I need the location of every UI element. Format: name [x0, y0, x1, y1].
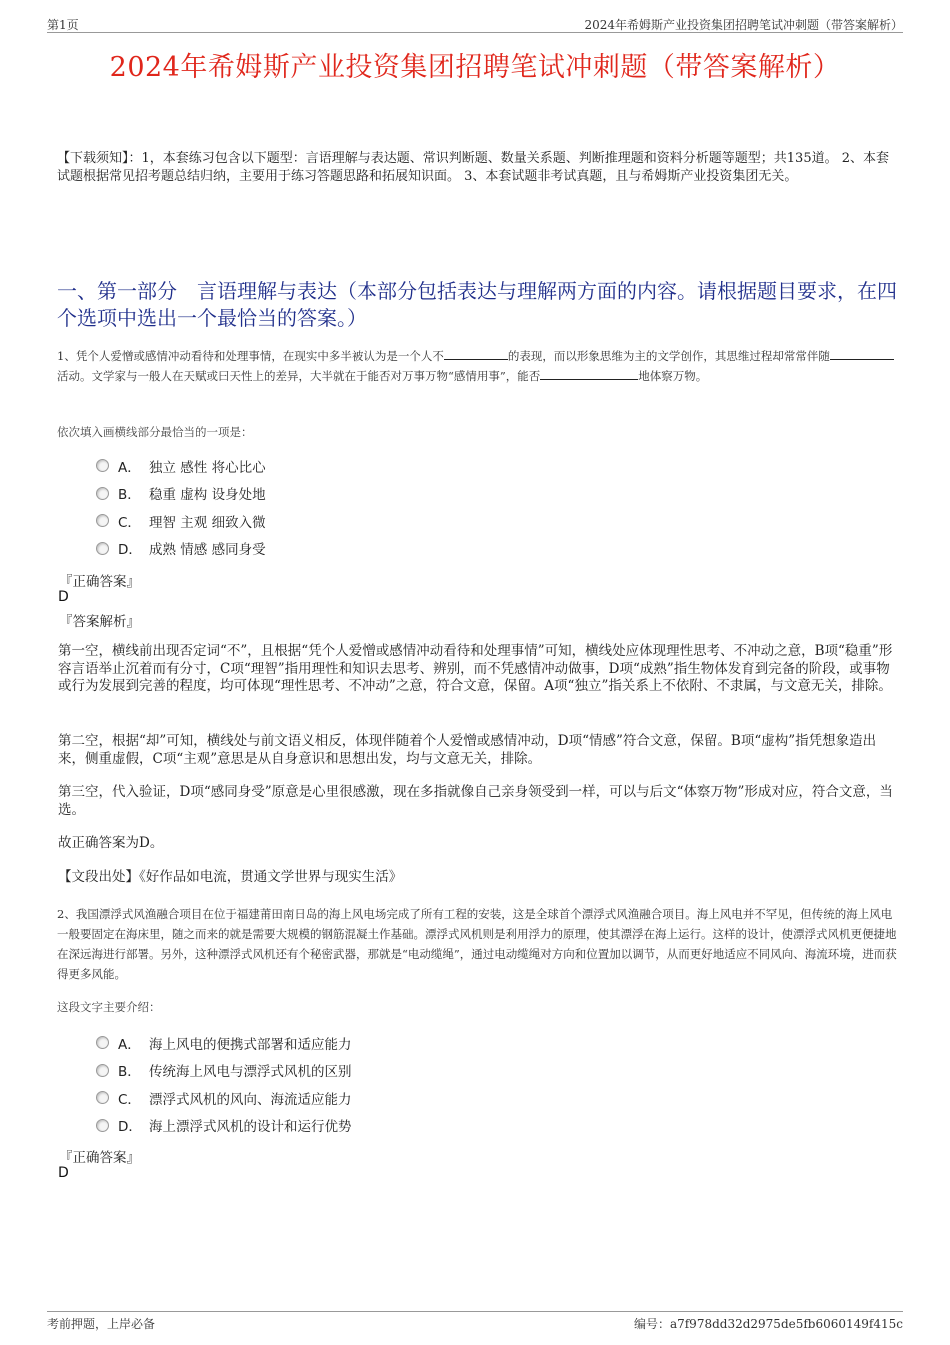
- analysis-conclusion: 故正确答案为D。: [58, 835, 164, 851]
- radio-icon[interactable]: [96, 459, 109, 472]
- question-2-text: 2、我国漂浮式风渔融合项目在位于福建莆田南日岛的海上风电场完成了所有工程的安装，这是全球首个漂浮式风渔融合项目。海上风电并不罕见，但传统的海上风电一般要固定在海床里，随之而来的就是需要大规模的钢筋混凝土作基础。漂浮式风机则是利用浮力的原理，使其漂浮在海上运行。这样的设计，使漂浮式风机更便捷地在深远海进行部署。另外，这种漂浮式风机还有个秘密武器，那就是“电动缆绳”，通过电动缆绳对方向和位置加以调节，从而更好地适应不同风向、海流环境，进而获得更多风能。: [57, 907, 897, 981]
- option-a[interactable]: A． 独立 感性 将心比心: [96, 452, 266, 480]
- option-a[interactable]: A． 海上风电的便携式部署和适应能力: [96, 1029, 352, 1057]
- page-header: [47, 16, 903, 33]
- option-d[interactable]: D． 成熟 情感 感同身受: [96, 535, 266, 563]
- option-c[interactable]: C． 漂浮式风机的风向、海流适应能力: [96, 1084, 352, 1112]
- section-title: 一、第一部分 言语理解与表达（本部分包括表达与理解两方面的内容。请根据题目要求，在四个选项中选出一个最恰当的答案。）: [57, 279, 897, 330]
- answer-value: D: [58, 1165, 69, 1181]
- radio-icon[interactable]: [96, 1091, 109, 1104]
- answer-label: 『正确答案』: [59, 574, 140, 590]
- question-1-text: 1、凭个人爱憎或感情冲动看待和处理事情，在现实中多半被认为是一个人不 的表现，而以形象思维为主的文学创作，其思维过程却常常伴随活动。文学家与一般人在天赋或曰天性上的差异，大半就在于能否对万事万物“感情用事”，能否 地体察万物。: [57, 346, 897, 386]
- radio-icon[interactable]: [96, 1064, 109, 1077]
- question-1-prompt: 依次填入画横线部分最恰当的一项是：: [57, 425, 253, 439]
- header-doc-title: 2024年希姆斯产业投资集团招聘笔试冲刺题（带答案解析）: [584, 18, 903, 32]
- option-b[interactable]: B． 稳重 虚构 设身处地: [96, 480, 266, 508]
- option-b[interactable]: B． 传统海上风电与漂浮式风机的区别: [96, 1057, 352, 1085]
- radio-icon[interactable]: [96, 1036, 109, 1049]
- blank-3: [540, 367, 638, 380]
- blank-2: [830, 347, 894, 360]
- analysis-paragraph: 第三空，代入验证，D项“感同身受”原意是心里很感激，现在多指就像自己亲身领受到一样，可以与后文“体察万物”形成对应，符合文意，当选。: [58, 784, 893, 818]
- radio-icon[interactable]: [96, 1119, 109, 1132]
- page-number: 第1页: [47, 18, 79, 32]
- radio-icon[interactable]: [96, 542, 109, 555]
- radio-icon[interactable]: [96, 487, 109, 500]
- option-c[interactable]: C． 理智 主观 细致入微: [96, 507, 266, 535]
- footer-slogan: 考前押题，上岸必备: [47, 1317, 156, 1331]
- page-footer: [47, 1311, 903, 1331]
- analysis-label: 『答案解析』: [59, 614, 140, 630]
- option-d[interactable]: D． 海上漂浮式风机的设计和运行优势: [96, 1112, 352, 1140]
- question-2-prompt: 这段文字主要介绍：: [57, 1000, 161, 1014]
- question-1-options: [96, 452, 266, 562]
- radio-icon[interactable]: [96, 514, 109, 527]
- footer-doc-id: 编号：a7f978dd32d2975de5fb6060149f415c: [633, 1317, 903, 1331]
- blank-1: [444, 347, 508, 360]
- document-title: 2024年希姆斯产业投资集团招聘笔试冲刺题（带答案解析）: [109, 52, 841, 83]
- analysis-paragraph: 第一空，横线前出现否定词“不”，且根据“凭个人爱憎或感情冲动看待和处理事情”可知，横线处应体现理性思考、不冲动之意，B项“稳重”形容言语举止沉着而有分寸，C项“理智”指用理性和知识去思考、辨别，而不凭感情冲动做事，D项“成熟”指生物体发育到完备的阶段，或事物或行为发展到完善的程度，均可体现“理性思考、不冲动”之意，符合文意，保留。A项“独立”指关系上不依附、不隶属，与文意无关，排除。: [58, 643, 893, 694]
- source-citation: 【文段出处】《好作品如电流，贯通文学世界与现实生活》: [58, 869, 403, 885]
- question-2-options: [96, 1029, 352, 1139]
- answer-label: 『正确答案』: [59, 1150, 140, 1166]
- answer-value: D: [58, 589, 69, 605]
- analysis-paragraph: 第二空，根据“却”可知，横线处与前文语义相反，体现伴随着个人爱憎或感情冲动，D项“情感”符合文意，保留。B项“虚构”指凭想象造出来，侧重虚假，C项“主观”意思是从自身意识和思想出发，均与文意无关，排除。: [58, 733, 877, 767]
- download-notice: 【下载须知】：1，本套练习包含以下题型：言语理解与表达题、常识判断题、数量关系题、判断推理题和资料分析题等题型；共135道。 2、本套试题根据常见招考题总结归纳，主要用于练习答题思路和拓展知识面。 3、本套试题非考试真题，且与希姆斯产业投资集团无关。: [57, 151, 889, 184]
